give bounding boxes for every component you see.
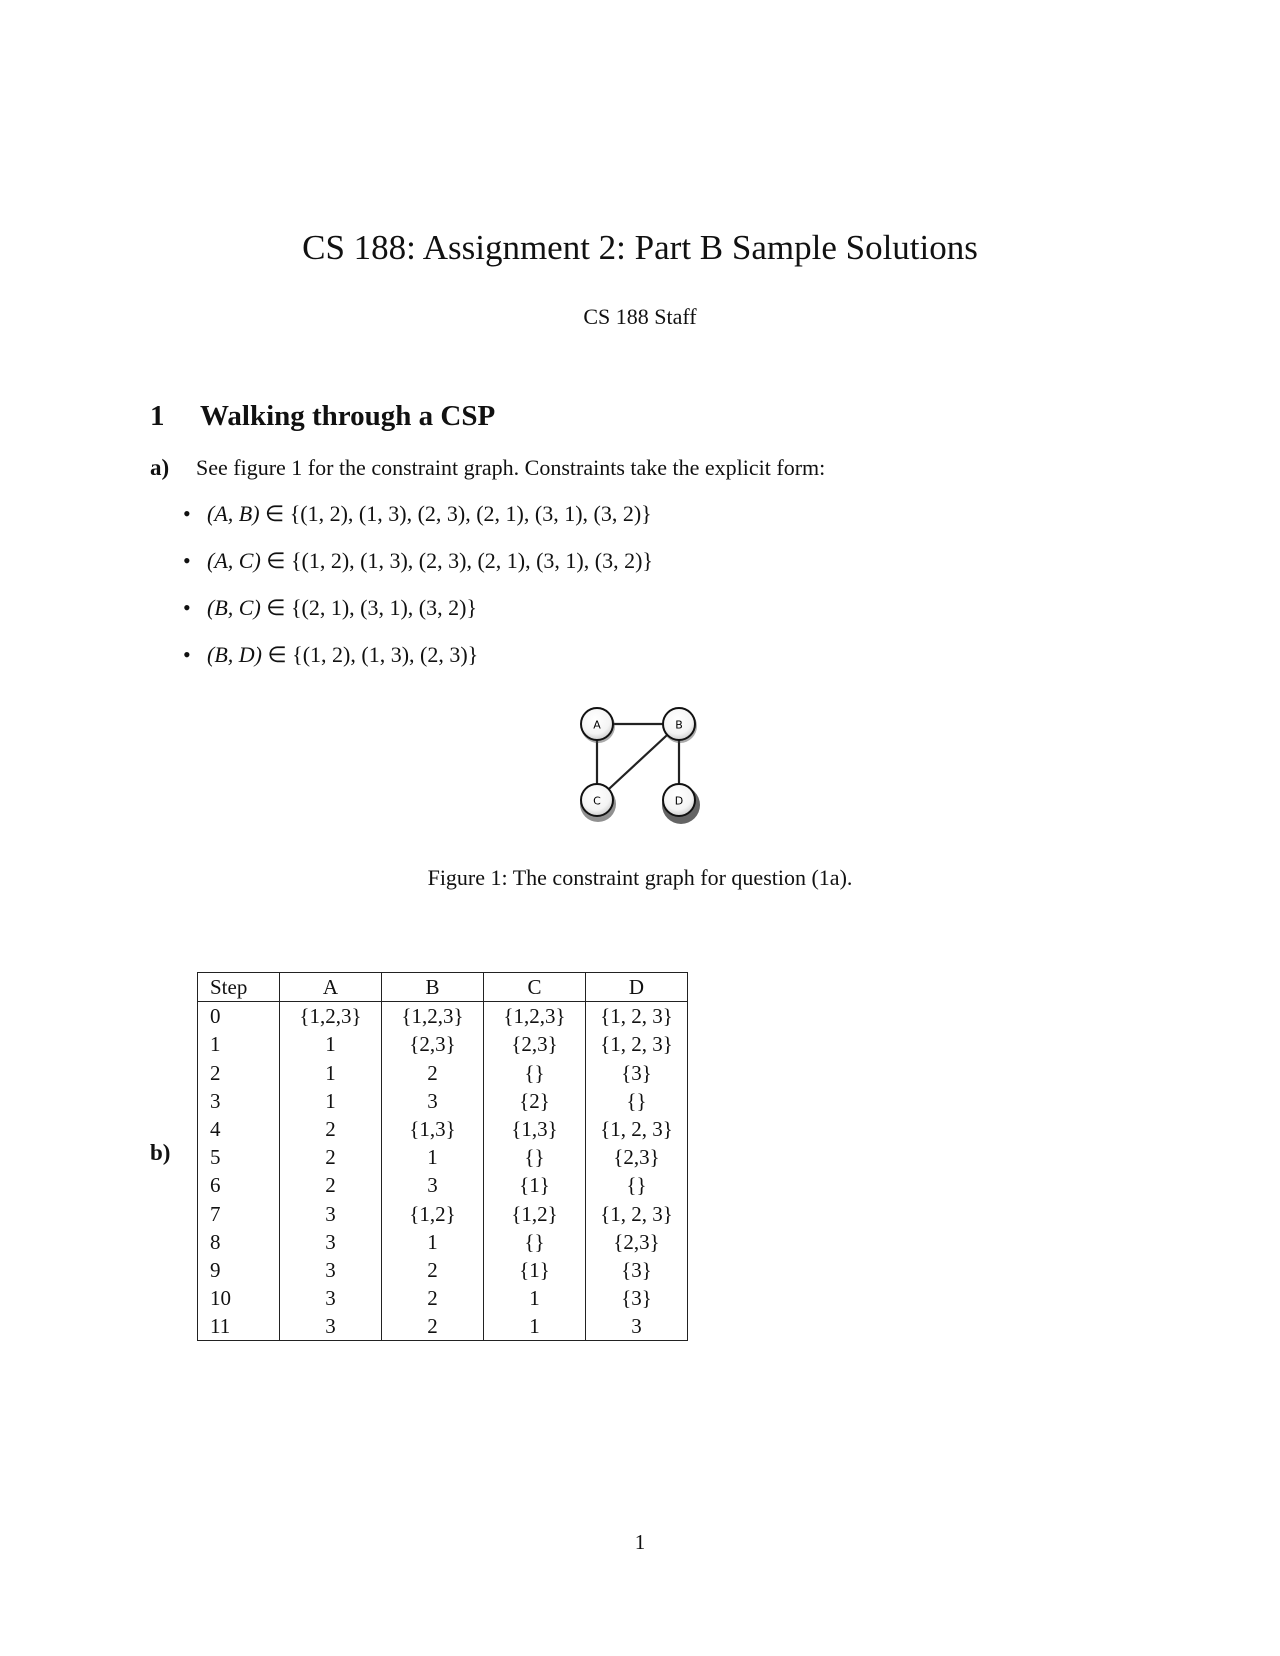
table-cell: 3 <box>382 1171 484 1199</box>
document-title: CS 188: Assignment 2: Part B Sample Solutions <box>302 228 978 267</box>
table-cell: 1 <box>280 1087 382 1115</box>
table-cell-step: 5 <box>198 1143 280 1171</box>
table-cell-step: 6 <box>198 1171 280 1199</box>
table-cell: {} <box>484 1228 586 1256</box>
table-cell: {1,2} <box>382 1200 484 1228</box>
table-cell-step: 4 <box>198 1115 280 1143</box>
table-row <box>198 1171 688 1199</box>
table-cell: {2,3} <box>586 1228 688 1256</box>
table-cell: 1 <box>484 1312 586 1341</box>
constraint-vars: (B, C) <box>207 595 261 620</box>
table-cell: 1 <box>280 1030 382 1058</box>
table-row <box>198 1284 688 1312</box>
table-cell: {1, 2, 3} <box>586 1002 688 1031</box>
table-cell-step: 10 <box>198 1284 280 1312</box>
node-b <box>663 708 697 743</box>
table-cell-step: 1 <box>198 1030 280 1058</box>
node-label-a: A <box>593 718 601 732</box>
table-row <box>198 1256 688 1284</box>
part-b-label: b) <box>150 1140 171 1165</box>
constraint-item: • (A, C) ∈ {(1, 2), (1, 3), (2, 3), (2, 1), (3, 1), (3, 2)} <box>183 548 653 573</box>
table-cell: {3} <box>586 1256 688 1284</box>
table-cell: {} <box>586 1087 688 1115</box>
table-row <box>198 1115 688 1143</box>
node-label-c: C <box>593 794 601 808</box>
table-header: Step <box>198 973 280 1002</box>
table-cell: 2 <box>382 1059 484 1087</box>
node-c <box>580 784 616 822</box>
table-cell: {2,3} <box>382 1030 484 1058</box>
table-cell: {1,3} <box>382 1115 484 1143</box>
constraint-vars: (B, D) <box>207 642 262 667</box>
table-cell: {2,3} <box>586 1143 688 1171</box>
node-d <box>662 784 700 824</box>
bullet-icon: • <box>183 595 191 620</box>
table-cell: {1,2} <box>484 1200 586 1228</box>
table-cell: 2 <box>280 1171 382 1199</box>
table-cell: 1 <box>382 1228 484 1256</box>
table-cell-step: 9 <box>198 1256 280 1284</box>
constraint-item: • (B, D) ∈ {(1, 2), (1, 3), (2, 3)} <box>183 642 479 667</box>
figure-caption: Figure 1: The constraint graph for question (1a). <box>427 865 853 890</box>
table-cell: 3 <box>280 1256 382 1284</box>
table-cell: 3 <box>280 1312 382 1341</box>
table-row <box>198 1059 688 1087</box>
table-header: C <box>484 973 586 1002</box>
constraint-item: • (B, C) ∈ {(2, 1), (3, 1), (3, 2)} <box>183 595 478 620</box>
table-cell-step: 7 <box>198 1200 280 1228</box>
csp-trace-table <box>197 972 688 1341</box>
constraint-vars: (A, C) <box>207 548 261 573</box>
table-cell: 3 <box>586 1312 688 1341</box>
document-author: CS 188 Staff <box>583 304 697 329</box>
table-cell: 3 <box>280 1284 382 1312</box>
section-title: Walking through a CSP <box>200 400 496 432</box>
table-header: A <box>280 973 382 1002</box>
section-number: 1 <box>150 400 165 432</box>
bullet-icon: • <box>183 548 191 573</box>
constraint-vars: (A, B) <box>207 501 260 526</box>
constraint-set: {(2, 1), (3, 1), (3, 2)} <box>290 595 478 620</box>
bullet-icon: • <box>183 642 191 667</box>
table-cell: {1, 2, 3} <box>586 1200 688 1228</box>
table-row <box>198 1087 688 1115</box>
table-cell: 3 <box>280 1228 382 1256</box>
table-cell-step: 8 <box>198 1228 280 1256</box>
constraint-graph-figure <box>570 695 715 830</box>
table-row <box>198 1002 688 1031</box>
constraint-item: • (A, B) ∈ {(1, 2), (1, 3), (2, 3), (2, 1), (3, 1), (3, 2)} <box>183 501 652 526</box>
part-a-text: See figure 1 for the constraint graph. Constraints take the explicit form: <box>196 455 826 480</box>
table-cell: {2} <box>484 1087 586 1115</box>
constraint-set: {(1, 2), (1, 3), (2, 3), (2, 1), (3, 1), (3, 2)} <box>289 501 652 526</box>
table-cell: {1,2,3} <box>280 1002 382 1031</box>
table-cell: 1 <box>382 1143 484 1171</box>
table-row <box>198 1143 688 1171</box>
table-cell: 2 <box>280 1143 382 1171</box>
table-row <box>198 1200 688 1228</box>
table-cell: {} <box>484 1143 586 1171</box>
page-number: 1 <box>634 1530 646 1554</box>
table-cell: 2 <box>382 1256 484 1284</box>
table-cell-step: 2 <box>198 1059 280 1087</box>
table-header: B <box>382 973 484 1002</box>
table-row <box>198 1228 688 1256</box>
table-cell: 3 <box>382 1087 484 1115</box>
constraint-set: {(1, 2), (1, 3), (2, 3), (2, 1), (3, 1), (3, 2)} <box>290 548 653 573</box>
node-a <box>581 708 615 743</box>
table-cell: {1} <box>484 1256 586 1284</box>
table-cell: 2 <box>280 1115 382 1143</box>
table-cell-step: 3 <box>198 1087 280 1115</box>
table-cell: 2 <box>382 1284 484 1312</box>
table-cell: {} <box>586 1171 688 1199</box>
table-row <box>198 1030 688 1058</box>
table-cell: {1, 2, 3} <box>586 1115 688 1143</box>
table-cell: {} <box>484 1059 586 1087</box>
table-header-row <box>198 973 688 1002</box>
part-a-label: a) <box>150 455 170 480</box>
table-cell: {1} <box>484 1171 586 1199</box>
table-cell: {1,2,3} <box>484 1002 586 1031</box>
table-cell: 1 <box>280 1059 382 1087</box>
table-cell-step: 0 <box>198 1002 280 1031</box>
constraint-set: {(1, 2), (1, 3), (2, 3)} <box>292 642 479 667</box>
table-cell-step: 11 <box>198 1312 280 1341</box>
table-cell: 2 <box>382 1312 484 1341</box>
table-cell: {1,3} <box>484 1115 586 1143</box>
table-header: D <box>586 973 688 1002</box>
table-cell: {1, 2, 3} <box>586 1030 688 1058</box>
node-label-b: B <box>675 718 683 732</box>
table-cell: {3} <box>586 1059 688 1087</box>
table-row <box>198 1312 688 1341</box>
table-cell: {1,2,3} <box>382 1002 484 1031</box>
table-cell: {2,3} <box>484 1030 586 1058</box>
table-cell: 3 <box>280 1200 382 1228</box>
table-cell: {3} <box>586 1284 688 1312</box>
node-label-d: D <box>674 794 684 808</box>
table-cell: 1 <box>484 1284 586 1312</box>
bullet-icon: • <box>183 501 191 526</box>
